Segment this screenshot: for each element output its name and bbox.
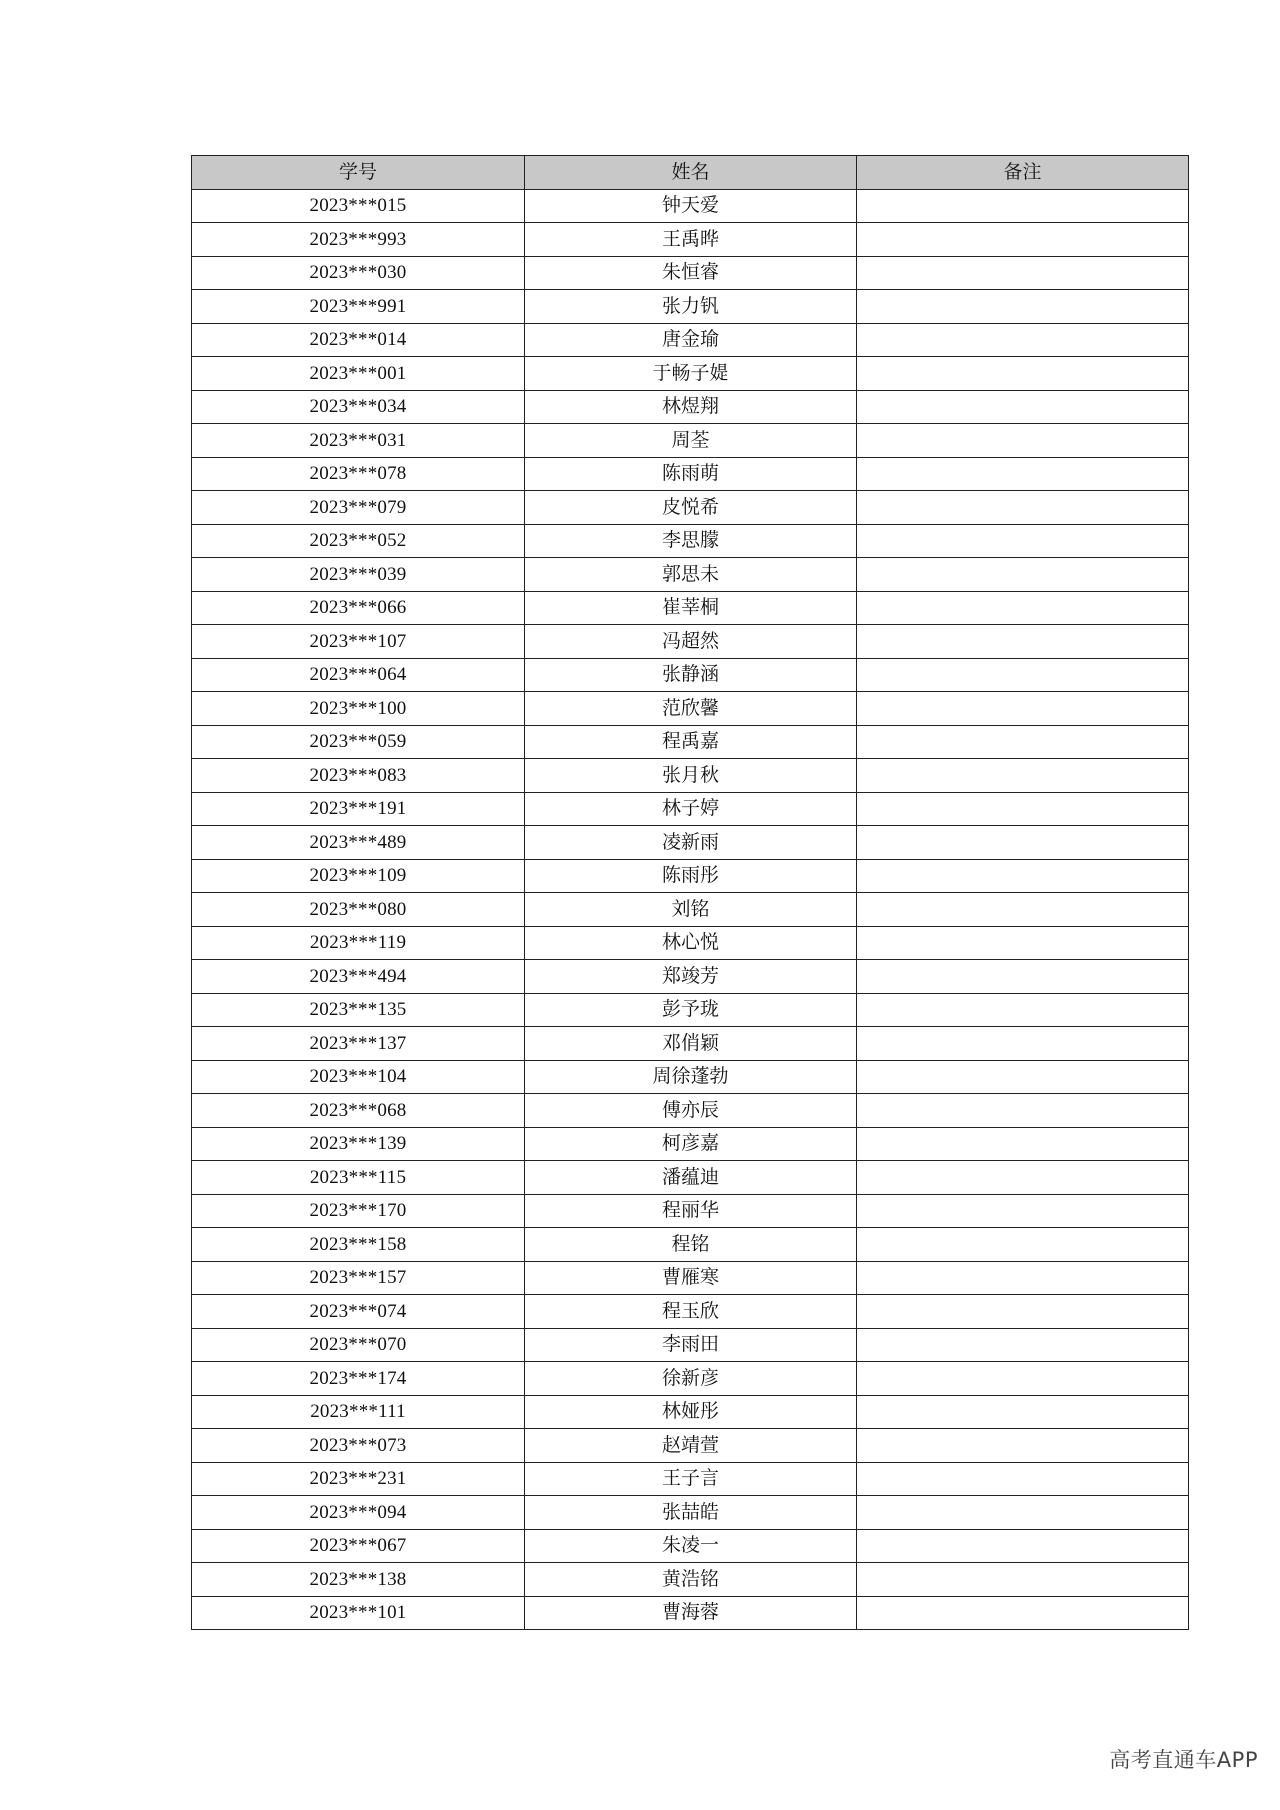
table-row <box>192 1228 1189 1262</box>
table-row <box>192 1596 1189 1630</box>
student-id-cell: 2023***074 <box>192 1295 525 1329</box>
student-name-cell: 朱凌一 <box>525 1529 857 1563</box>
student-name-cell: 徐新彦 <box>525 1362 857 1396</box>
student-id-cell: 2023***079 <box>192 491 525 525</box>
student-id-cell: 2023***068 <box>192 1094 525 1128</box>
table-row <box>192 1429 1189 1463</box>
table-row <box>192 1563 1189 1597</box>
table-row <box>192 357 1189 391</box>
student-name-cell: 周徐蓬勃 <box>525 1060 857 1094</box>
student-id-cell: 2023***066 <box>192 591 525 625</box>
student-id-cell: 2023***139 <box>192 1127 525 1161</box>
student-id-cell: 2023***991 <box>192 290 525 324</box>
table-header <box>192 156 1189 190</box>
note-cell <box>857 1429 1189 1463</box>
table-row <box>192 1161 1189 1195</box>
student-name-cell: 朱恒睿 <box>525 256 857 290</box>
table-row <box>192 558 1189 592</box>
note-cell <box>857 1228 1189 1262</box>
table-row <box>192 792 1189 826</box>
student-name-cell: 林煜翔 <box>525 390 857 424</box>
table-row <box>192 1127 1189 1161</box>
table-row <box>192 323 1189 357</box>
student-id-cell: 2023***064 <box>192 658 525 692</box>
student-id-cell: 2023***080 <box>192 893 525 927</box>
student-name-cell: 林子婷 <box>525 792 857 826</box>
table-row <box>192 692 1189 726</box>
student-id-cell: 2023***174 <box>192 1362 525 1396</box>
note-cell <box>857 1161 1189 1195</box>
note-cell <box>857 826 1189 860</box>
table-row <box>192 1261 1189 1295</box>
note-cell <box>857 558 1189 592</box>
student-name-cell: 张静涵 <box>525 658 857 692</box>
note-cell <box>857 1596 1189 1630</box>
student-name-cell: 邓俏颖 <box>525 1027 857 1061</box>
note-cell <box>857 1529 1189 1563</box>
table-row <box>192 223 1189 257</box>
table-row <box>192 1462 1189 1496</box>
student-id-cell: 2023***191 <box>192 792 525 826</box>
note-cell <box>857 1395 1189 1429</box>
note-cell <box>857 926 1189 960</box>
note-cell <box>857 792 1189 826</box>
student-id-cell: 2023***170 <box>192 1194 525 1228</box>
app-watermark: 高考直通车APP <box>1109 1748 1258 1772</box>
table-row <box>192 390 1189 424</box>
table-body <box>192 189 1189 1630</box>
student-name-cell: 周荃 <box>525 424 857 458</box>
student-id-cell: 2023***993 <box>192 223 525 257</box>
student-id-cell: 2023***489 <box>192 826 525 860</box>
student-id-cell: 2023***138 <box>192 1563 525 1597</box>
student-name-cell: 张月秋 <box>525 759 857 793</box>
student-name-cell: 曹雁寒 <box>525 1261 857 1295</box>
table-row <box>192 1295 1189 1329</box>
note-cell <box>857 1362 1189 1396</box>
table-row <box>192 290 1189 324</box>
student-name-cell: 傅亦辰 <box>525 1094 857 1128</box>
student-name-cell: 陈雨萌 <box>525 457 857 491</box>
table-row <box>192 625 1189 659</box>
student-id-cell: 2023***030 <box>192 256 525 290</box>
table-row <box>192 424 1189 458</box>
header-student-id: 学号 <box>192 156 525 190</box>
student-id-cell: 2023***034 <box>192 390 525 424</box>
table-row <box>192 1060 1189 1094</box>
student-id-cell: 2023***137 <box>192 1027 525 1061</box>
student-id-cell: 2023***135 <box>192 993 525 1027</box>
note-cell <box>857 1563 1189 1597</box>
table-row <box>192 457 1189 491</box>
note-cell <box>857 692 1189 726</box>
table-row <box>192 1328 1189 1362</box>
student-id-cell: 2023***109 <box>192 859 525 893</box>
note-cell <box>857 725 1189 759</box>
student-name-cell: 郭思未 <box>525 558 857 592</box>
student-id-cell: 2023***094 <box>192 1496 525 1530</box>
student-name-cell: 张力钒 <box>525 290 857 324</box>
student-id-cell: 2023***119 <box>192 926 525 960</box>
student-name-cell: 黄浩铭 <box>525 1563 857 1597</box>
student-id-cell: 2023***083 <box>192 759 525 793</box>
student-name-cell: 郑竣芳 <box>525 960 857 994</box>
student-name-cell: 曹海蓉 <box>525 1596 857 1630</box>
table-row <box>192 591 1189 625</box>
student-id-cell: 2023***031 <box>192 424 525 458</box>
student-name-cell: 程禹嘉 <box>525 725 857 759</box>
note-cell <box>857 1496 1189 1530</box>
note-cell <box>857 323 1189 357</box>
note-cell <box>857 1295 1189 1329</box>
note-cell <box>857 390 1189 424</box>
student-name-cell: 陈雨彤 <box>525 859 857 893</box>
student-id-cell: 2023***070 <box>192 1328 525 1362</box>
table-row <box>192 1094 1189 1128</box>
student-id-cell: 2023***101 <box>192 1596 525 1630</box>
student-name-cell: 凌新雨 <box>525 826 857 860</box>
note-cell <box>857 625 1189 659</box>
student-name-cell: 林娅彤 <box>525 1395 857 1429</box>
student-roster-table <box>191 155 1189 1630</box>
student-name-cell: 赵靖萱 <box>525 1429 857 1463</box>
table-row <box>192 1529 1189 1563</box>
student-id-cell: 2023***073 <box>192 1429 525 1463</box>
student-name-cell: 张喆皓 <box>525 1496 857 1530</box>
note-cell <box>857 1094 1189 1128</box>
note-cell <box>857 658 1189 692</box>
student-id-cell: 2023***100 <box>192 692 525 726</box>
student-name-cell: 林心悦 <box>525 926 857 960</box>
student-id-cell: 2023***115 <box>192 1161 525 1195</box>
note-cell <box>857 1462 1189 1496</box>
student-id-cell: 2023***104 <box>192 1060 525 1094</box>
table-row <box>192 1496 1189 1530</box>
note-cell <box>857 491 1189 525</box>
student-name-cell: 冯超然 <box>525 625 857 659</box>
note-cell <box>857 1194 1189 1228</box>
table-row <box>192 491 1189 525</box>
student-id-cell: 2023***014 <box>192 323 525 357</box>
student-name-cell: 彭予珑 <box>525 993 857 1027</box>
student-id-cell: 2023***067 <box>192 1529 525 1563</box>
note-cell <box>857 189 1189 223</box>
table-row <box>192 189 1189 223</box>
note-cell <box>857 1127 1189 1161</box>
student-name-cell: 刘铭 <box>525 893 857 927</box>
table-row <box>192 893 1189 927</box>
student-name-cell: 潘蕴迪 <box>525 1161 857 1195</box>
table-row <box>192 1362 1189 1396</box>
student-id-cell: 2023***111 <box>192 1395 525 1429</box>
header-row <box>192 156 1189 190</box>
header-name: 姓名 <box>525 156 857 190</box>
student-name-cell: 李思朦 <box>525 524 857 558</box>
student-name-cell: 程玉欣 <box>525 1295 857 1329</box>
student-id-cell: 2023***078 <box>192 457 525 491</box>
note-cell <box>857 993 1189 1027</box>
table-row <box>192 960 1189 994</box>
student-name-cell: 李雨田 <box>525 1328 857 1362</box>
note-cell <box>857 1060 1189 1094</box>
roster-table-container <box>191 155 1188 1630</box>
table-row <box>192 759 1189 793</box>
table-row <box>192 826 1189 860</box>
student-id-cell: 2023***052 <box>192 524 525 558</box>
table-row <box>192 1027 1189 1061</box>
note-cell <box>857 290 1189 324</box>
note-cell <box>857 893 1189 927</box>
student-id-cell: 2023***107 <box>192 625 525 659</box>
table-row <box>192 524 1189 558</box>
student-name-cell: 程铭 <box>525 1228 857 1262</box>
note-cell <box>857 256 1189 290</box>
student-id-cell: 2023***015 <box>192 189 525 223</box>
table-row <box>192 859 1189 893</box>
student-name-cell: 皮悦希 <box>525 491 857 525</box>
table-row <box>192 926 1189 960</box>
student-id-cell: 2023***494 <box>192 960 525 994</box>
student-id-cell: 2023***059 <box>192 725 525 759</box>
student-id-cell: 2023***157 <box>192 1261 525 1295</box>
note-cell <box>857 859 1189 893</box>
student-name-cell: 柯彦嘉 <box>525 1127 857 1161</box>
student-id-cell: 2023***001 <box>192 357 525 391</box>
student-name-cell: 唐金瑜 <box>525 323 857 357</box>
table-row <box>192 256 1189 290</box>
table-row <box>192 725 1189 759</box>
table-row <box>192 993 1189 1027</box>
student-id-cell: 2023***039 <box>192 558 525 592</box>
note-cell <box>857 759 1189 793</box>
note-cell <box>857 591 1189 625</box>
table-row <box>192 1395 1189 1429</box>
note-cell <box>857 457 1189 491</box>
note-cell <box>857 1328 1189 1362</box>
student-id-cell: 2023***231 <box>192 1462 525 1496</box>
table-row <box>192 658 1189 692</box>
student-name-cell: 王子言 <box>525 1462 857 1496</box>
note-cell <box>857 1027 1189 1061</box>
note-cell <box>857 960 1189 994</box>
student-name-cell: 崔莘桐 <box>525 591 857 625</box>
student-name-cell: 于畅子媞 <box>525 357 857 391</box>
note-cell <box>857 357 1189 391</box>
note-cell <box>857 1261 1189 1295</box>
table-row <box>192 1194 1189 1228</box>
student-id-cell: 2023***158 <box>192 1228 525 1262</box>
student-name-cell: 范欣馨 <box>525 692 857 726</box>
student-name-cell: 王禹晔 <box>525 223 857 257</box>
note-cell <box>857 223 1189 257</box>
student-name-cell: 钟天爱 <box>525 189 857 223</box>
header-note: 备注 <box>857 156 1189 190</box>
student-name-cell: 程丽华 <box>525 1194 857 1228</box>
note-cell <box>857 524 1189 558</box>
note-cell <box>857 424 1189 458</box>
